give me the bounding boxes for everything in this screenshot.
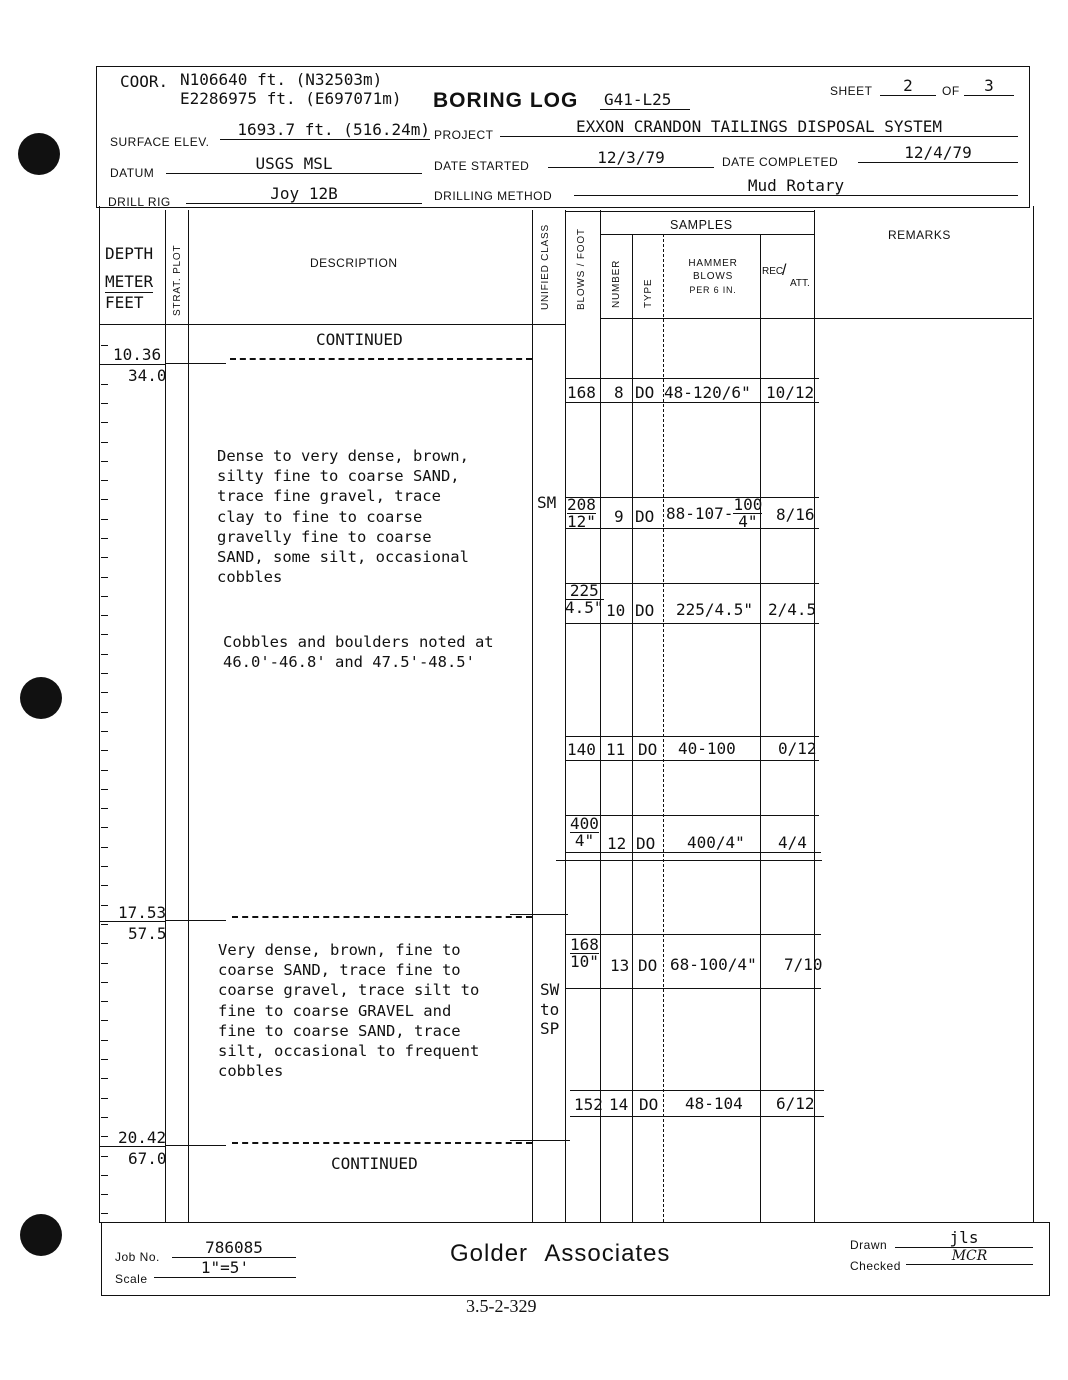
layer-1-description: Dense to very dense, brown, silty fine to coarse SAND, trace fine gravel, trace clay to fine to coarse gravelly fine to coarse SAND, some silt, occasional cobbles: [217, 447, 469, 587]
type-header: TYPE: [643, 278, 654, 308]
company-name: Golder Associates: [450, 1240, 671, 1267]
rule-remarks-left: [814, 210, 815, 1222]
sample-13-type: DO: [638, 956, 658, 975]
boundary-2-class: [510, 914, 568, 915]
depth-tick: [101, 982, 108, 983]
sample-11-top: [565, 736, 819, 737]
depth-feet-1: 34.0: [128, 366, 167, 385]
depth-tick: [101, 1020, 108, 1021]
sample-14-type: DO: [639, 1095, 659, 1114]
sample-9-hammer-pre: 88-107-: [666, 504, 734, 523]
layer-1-note: Cobbles and boulders noted at 46.0'-46.8' and 47.5'-48.5': [223, 633, 494, 672]
depth-tick: [101, 673, 108, 674]
drilling-method-label: DRILLING METHOD: [434, 189, 553, 203]
sheet-number: 2: [880, 76, 936, 96]
page-number: 3.5-2-329: [466, 1296, 537, 1316]
depth-tick: [101, 422, 108, 423]
depth-tick: [101, 538, 108, 539]
sample-9-rec: 8/16: [776, 505, 815, 524]
sample-12-blows-den: 4": [574, 831, 595, 850]
boundary-3-dashed: [232, 1142, 532, 1144]
sample-8-blows: 168: [567, 383, 596, 402]
sample-14-number: 14: [609, 1095, 629, 1114]
sample-14-bottom: [570, 1116, 824, 1117]
rec-header: REC: [762, 266, 784, 277]
continued-bottom: CONTINUED: [331, 1154, 418, 1173]
depth-tick: [101, 770, 108, 771]
sample-12-bottom-2: [556, 860, 822, 861]
rule-strat-left: [165, 210, 166, 1222]
surface-elev-label: SURFACE ELEV.: [110, 135, 210, 149]
boundary-2-solid: [166, 920, 226, 921]
scale-value: 1"=5': [154, 1258, 296, 1278]
layer-2-class-3: SP: [540, 1019, 560, 1038]
sample-13-number: 13: [610, 956, 630, 975]
sample-11-type: DO: [638, 740, 658, 759]
depth-tick: [101, 963, 108, 964]
att-header: ATT.: [790, 278, 810, 289]
date-completed-value: 12/4/79: [858, 143, 1018, 163]
sample-14-blows: 152: [574, 1095, 603, 1114]
date-completed-label: DATE COMPLETED: [722, 155, 839, 169]
sample-9-hammer-num: 100: [733, 495, 763, 514]
boundary-2-dashed: [232, 916, 532, 918]
depth-tick: [101, 1001, 108, 1002]
hammer-header-1: HAMMER: [688, 258, 738, 269]
depth-tick: [101, 1059, 108, 1060]
sample-12-blows-num: 400: [570, 814, 599, 833]
sample-9-hammer-den: 4": [738, 512, 758, 531]
depth-tick: [101, 866, 108, 867]
log-id: G41-L25: [600, 90, 690, 110]
depth-tick: [101, 403, 108, 404]
feet-header: FEET: [105, 293, 144, 312]
strat-plot-header: STRAT. PLOT: [172, 244, 183, 316]
depth-tick: [101, 384, 108, 385]
sample-10-blows-num: 225: [565, 583, 604, 600]
boring-log-title: BORING LOG: [433, 89, 579, 112]
samples-header: SAMPLES: [670, 218, 733, 232]
depth-tick: [101, 943, 108, 944]
remarks-header: REMARKS: [888, 228, 951, 242]
sample-10-blows-den: 4.5": [565, 598, 604, 617]
sample-13-bottom: [565, 988, 821, 989]
depth-tick: [101, 731, 108, 732]
header-bottom-rule: [99, 324, 565, 325]
rule-blows-left: [565, 210, 566, 1222]
datum-label: DATUM: [110, 166, 155, 180]
sample-13-blows: [570, 937, 599, 971]
description-header: DESCRIPTION: [310, 256, 398, 270]
project-label: PROJECT: [434, 128, 494, 142]
depth-line-2: [100, 921, 166, 922]
depth-tick: [101, 692, 108, 693]
depth-tick: [101, 519, 108, 520]
samples-top-rule: [565, 211, 814, 212]
sample-14-rec: 6/12: [776, 1094, 815, 1113]
sample-13-blows-num: 168: [570, 935, 599, 954]
rule-strat-right: [188, 210, 189, 1222]
sample-11-hammer: 40-100: [678, 739, 736, 758]
drill-rig-value: Joy 12B: [186, 184, 422, 204]
sample-9-blows-num: 208: [567, 495, 596, 514]
layer-1-class: SM: [537, 493, 557, 512]
of-label: OF: [942, 84, 960, 98]
date-started-value: 12/3/79: [548, 148, 714, 168]
rule-class-left: [532, 210, 533, 1222]
drilling-method-value: Mud Rotary: [574, 176, 1018, 196]
boundary-3-solid: [166, 1145, 226, 1146]
depth-tick: [101, 905, 108, 906]
depth-tick: [101, 750, 108, 751]
depth-meter-2: 17.53: [118, 903, 167, 922]
boundary-1-dashed: [230, 358, 532, 360]
sample-9-hammer: [666, 497, 762, 530]
layer-2-description: Very dense, brown, fine to coarse SAND, trace fine to coarse gravel, trace silt to fine to coarse GRAVEL and fine to coarse SAND, trace silt, occasional to frequent cobbles: [218, 941, 480, 1081]
depth-line-1: [100, 364, 166, 365]
scale-label: Scale: [115, 1272, 148, 1286]
depth-tick: [101, 712, 108, 713]
depth-feet-2: 57.5: [128, 924, 167, 943]
sample-10-hammer: 225/4.5": [676, 600, 754, 619]
surface-elev-value: 1693.7 ft. (516.24m): [220, 120, 430, 140]
depth-tick: [101, 1156, 108, 1157]
depth-tick: [101, 1213, 108, 1214]
boundary-1-solid: [166, 363, 226, 364]
sample-12-rec: 4/4: [778, 833, 807, 852]
datum-value: USGS MSL: [166, 154, 422, 174]
sample-8-top: [565, 378, 819, 379]
sample-11-number: 11: [606, 740, 626, 759]
project-value: EXXON CRANDON TAILINGS DISPOSAL SYSTEM: [500, 117, 1018, 137]
depth-tick: [101, 577, 108, 578]
sample-8-bottom: [565, 402, 819, 403]
coor-east: E2286975 ft. (E697071m): [180, 89, 402, 108]
sheet-label: SHEET: [830, 84, 873, 98]
checked-label: Checked: [850, 1259, 901, 1273]
depth-tick: [101, 634, 108, 635]
depth-meter-1: 10.36: [113, 345, 162, 364]
sample-8-type: DO: [635, 383, 655, 402]
sample-8-hammer: 48-120/6": [664, 383, 751, 402]
sample-10-rec: 2/4.5: [768, 600, 817, 619]
depth-tick: [101, 827, 108, 828]
depth-tick: [101, 442, 108, 443]
sample-12-hammer: 400/4": [687, 833, 745, 852]
depth-tick: [101, 499, 108, 500]
drawn-label: Drawn: [850, 1238, 888, 1252]
punch-hole-bottom: [20, 1214, 62, 1256]
punch-hole-top: [18, 133, 60, 175]
hammer-header-3: PER 6 IN.: [689, 285, 737, 295]
depth-line-3: [100, 1146, 166, 1147]
depth-tick: [101, 345, 108, 346]
job-no-value: 786085: [172, 1238, 296, 1258]
sample-14-hammer: 48-104: [685, 1094, 743, 1113]
depth-header: DEPTH: [105, 244, 154, 263]
depth-tick: [101, 596, 108, 597]
sample-13-blows-den: 10": [570, 952, 599, 971]
header-bottom-rule-right: [600, 318, 1032, 319]
coor-label: COOR.: [120, 72, 169, 91]
depth-tick: [101, 847, 108, 848]
depth-tick: [101, 1078, 108, 1079]
sample-10-type: DO: [635, 601, 655, 620]
depth-feet-3: 67.0: [128, 1149, 167, 1168]
sample-9-blows-den: 12": [567, 512, 596, 531]
punch-hole-middle: [20, 677, 62, 719]
depth-tick: [101, 924, 108, 925]
depth-tick: [101, 808, 108, 809]
unified-class-header: UNIFIED CLASS: [540, 224, 551, 310]
rule-rec-left: [760, 234, 761, 1222]
sample-12-bottom: [565, 852, 821, 853]
depth-tick: [101, 1040, 108, 1041]
drill-rig-label: DRILL RIG: [108, 195, 171, 209]
sample-12-type: DO: [636, 834, 656, 853]
sample-10-bottom: [565, 623, 819, 624]
sample-8-number: 8: [614, 383, 624, 402]
sheet-total: 3: [964, 76, 1014, 96]
rule-type-left: [632, 234, 633, 1222]
layer-2-class-1: SW: [540, 980, 560, 999]
depth-tick: [101, 1117, 108, 1118]
sample-9-type: DO: [635, 507, 655, 526]
depth-tick: [101, 654, 108, 655]
coor-north: N106640 ft. (N32503m): [180, 70, 383, 89]
sample-11-blows: 140: [567, 740, 596, 759]
depth-tick: [101, 461, 108, 462]
meter-header: METER: [105, 272, 154, 291]
sample-11-bottom: [565, 760, 819, 761]
boundary-3-class: [510, 1140, 570, 1141]
sample-11-rec: 0/12: [778, 739, 817, 758]
depth-tick: [101, 1175, 108, 1176]
sample-13-top: [565, 934, 821, 935]
sample-12-top: [565, 815, 819, 816]
depth-tick: [101, 1194, 108, 1195]
rec-slash: /: [782, 262, 787, 279]
sample-12-number: 12: [607, 834, 627, 853]
sample-10-blows: [565, 583, 604, 617]
depth-tick: [101, 1098, 108, 1099]
depth-tick: [101, 1136, 108, 1137]
job-no-label: Job No.: [115, 1250, 160, 1264]
blows-foot-header: BLOWS / FOOT: [576, 228, 587, 310]
number-header: NUMBER: [611, 259, 622, 308]
hammer-header-2: BLOWS: [692, 271, 734, 282]
date-started-label: DATE STARTED: [434, 159, 530, 173]
depth-meter-3: 20.42: [118, 1128, 167, 1147]
depth-tick: [101, 557, 108, 558]
sample-10-number: 10: [606, 601, 626, 620]
sample-9-number: 9: [614, 507, 624, 526]
depth-tick: [101, 885, 108, 886]
rule-number-left: [600, 210, 601, 1222]
continued-top: CONTINUED: [316, 330, 403, 349]
sample-12-blows: [570, 816, 599, 850]
sample-9-blows: [567, 497, 596, 531]
depth-tick: [101, 615, 108, 616]
sample-13-hammer: 68-100/4": [670, 955, 757, 974]
checked-value: MCR: [906, 1248, 1033, 1265]
depth-tick: [101, 480, 108, 481]
sample-14-top: [570, 1090, 824, 1091]
depth-tick: [101, 789, 108, 790]
sample-8-rec: 10/12: [766, 383, 815, 402]
layer-2-class-2: to: [540, 1000, 560, 1019]
drawn-value: jls: [895, 1228, 1033, 1248]
sample-13-rec: 7/10: [784, 955, 823, 974]
